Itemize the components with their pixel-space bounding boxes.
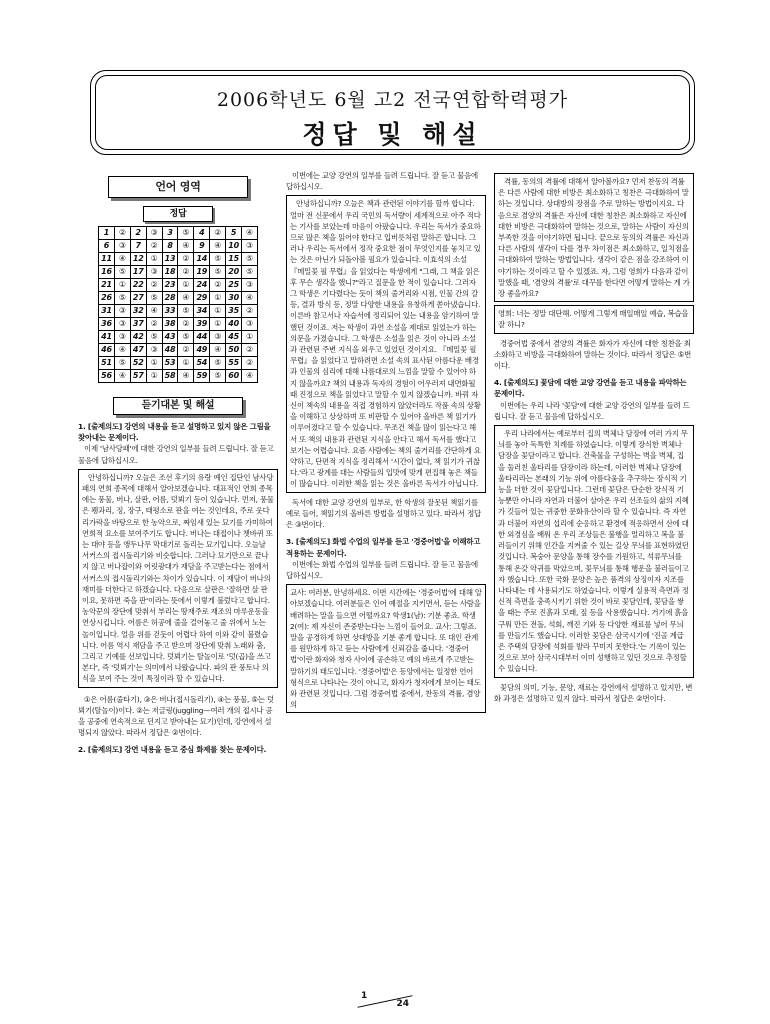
answer-number: 25 xyxy=(226,279,242,292)
answer-choice: ② xyxy=(178,344,194,357)
answer-number: 31 xyxy=(99,305,115,318)
answer-choice: ④ xyxy=(114,253,130,266)
question-1-heading: 1. [출제의도] 강연의 내용을 듣고 설명하고 있지 않은 그림을 찾아내는 문제이다. xyxy=(78,422,271,443)
answer-row xyxy=(99,240,258,253)
answer-choice: ⑤ xyxy=(114,292,130,305)
answer-choice: ② xyxy=(146,318,162,331)
answer-choice: ④ xyxy=(178,240,194,253)
answer-choice: ③ xyxy=(146,344,162,357)
page-current: 1 xyxy=(361,991,368,1001)
answer-number: 14 xyxy=(194,253,210,266)
answer-number: 52 xyxy=(130,357,146,370)
answer-choice: ① xyxy=(146,357,162,370)
answer-number: 4 xyxy=(194,227,210,240)
answer-choice: ④ xyxy=(114,344,130,357)
answer-row xyxy=(99,292,258,305)
answer-number: 20 xyxy=(226,266,242,279)
answer-row xyxy=(99,253,258,266)
answer-number: 5 xyxy=(226,227,242,240)
answer-choice: ④ xyxy=(146,305,162,318)
answer-row xyxy=(99,318,258,331)
answer-choice: ⑤ xyxy=(114,266,130,279)
answer-number: 28 xyxy=(162,292,178,305)
answer-number: 11 xyxy=(99,253,115,266)
answer-choice: ② xyxy=(178,318,194,331)
answer-choice: ⑤ xyxy=(210,357,226,370)
answer-row xyxy=(99,344,258,357)
answer-number: 12 xyxy=(130,253,146,266)
answer-number: 60 xyxy=(226,370,242,383)
page-total: 24 xyxy=(396,999,409,1009)
answer-number: 38 xyxy=(162,318,178,331)
answer-number: 13 xyxy=(162,253,178,266)
answer-choice: ① xyxy=(242,331,258,344)
question-2-script: 안녕하십니까? 오늘은 책과 관련된 이야기를 할까 합니다. 얼마 전 신문에서 우리 국민의 독서량이 세계적으로 아주 적다는 기사를 보았는데 마음이 아팠습니다. 우리는 독서가 중요하므로 많은 책을 읽어야 한다고 입버릇처럼 말하곤 합니다. 그러나 우리는 독서에서 정작 중요한 점이 무엇인지를 놓치고 있는 것은 아닌가 되돌아볼 필요가 있습니다. 이효석의 소설 『메밀꽃 필 무렵』을 읽었다는 학생에게 "그래, 그 책을 읽은 후 무슨 생각을 했니?"라고 질문을 한 적이 있습니다. 그러자 그 학생은 기다렸다는 듯이 책의 줄거리와 시점, 인물 간의 갈등, 결과 방식 등, 정말 다양한 내용을 유창하게 쏟아냈습니다. 이른바 참고서나 자습서에 정리되어 있는 내용을 암기하여 말했던 것이죠. 저는 학생이 과연 소설을 제대로 읽었는가 하는 의문을 가졌습니다. 그 학생은 소설을 읽은 것이 아니라 소설과 관련된 주변 지식을 외우고 있었던 것이지요. 『메밀꽃 필 무렵』을 읽었다고 말하려면 소설 속의 표사된 아름다운 배경과 인물의 심리에 대해 나름대로의 느낌을 말할 수 있어야 하지 않을까요? 책의 내용과 독자의 경험이 어우러져 내면화될 때 진정으로 책을 읽었다고 말할 수 있지 않겠습니까. 바꿔 자신이 책속의 내용을 직접 경험하지 않았더라도 작품 속의 상황을 이해하고 상상하며 또 비판할 수 있어야 올바른 책 읽기가 이루어졌다고 할 수 있습니다. 무조건 책을 많이 읽는다고 해서 또 책의 내용과 관련된 지식을 안다고 해서 독서를 했다고 보기는 어렵습니다. 요즘 사람에는 책의 줄거리를 간단하게 요약하고, 단편적 지식을 정리해서 '시간이 없다, 책 읽기가 귀찮다.'라고 광계를 대는 사람들의 입맛에 맞게 편집해 놓은 책들이 많습니다. 이러한 책을 읽는 것은 올바른 독서가 아닙니다. xyxy=(286,195,486,492)
answer-number: 15 xyxy=(226,253,242,266)
question-4-intro: 이번에는 우리 나라 '꽃담'에 대한 교양 강연의 일부를 들려 드립니다. 잘 듣고 물음에 답하십시오. xyxy=(494,400,690,421)
question-4-explanation: 꽃담의 의미, 기능, 문양, 재료는 강연에서 설명하고 있지만, 변화 과정은 설명하고 있지 않다. 따라서 정답은 ②번이다. xyxy=(494,682,693,703)
question-1-explanation: ①은 어름(줄타기), ③은 버나(접시돌리기), ④는 풍물, ⑤는 덧뵈기(탈놀이)이다. ②는 저글링(juggling—여러 개의 접시나 공을 공중에 연속적으로 던지고 받아내는 묘기)인데, 강연에서 설명되지 않았다. 따라서 정답은 ②번이다. xyxy=(78,694,274,738)
answer-choice: ① xyxy=(210,305,226,318)
answer-number: 23 xyxy=(162,279,178,292)
answer-choice: ③ xyxy=(242,279,258,292)
answer-choice: ⑤ xyxy=(146,292,162,305)
answer-choice: ⑤ xyxy=(210,370,226,383)
answer-number: 19 xyxy=(194,266,210,279)
answer-number: 22 xyxy=(130,279,146,292)
answer-number: 32 xyxy=(130,305,146,318)
answer-choice: ④ xyxy=(210,344,226,357)
answer-choice: ② xyxy=(178,266,194,279)
answer-choice: ① xyxy=(178,357,194,370)
answer-choice: ④ xyxy=(178,292,194,305)
question-1-intro: 이제 '남사당패'에 대한 강연의 일부를 들려 드립니다. 잘 듣고 물음에 답하십시오. xyxy=(78,444,274,465)
answer-choice: ⑤ xyxy=(178,305,194,318)
answer-choice: ③ xyxy=(146,227,162,240)
answer-choice: ② xyxy=(210,227,226,240)
answer-choice: ① xyxy=(210,318,226,331)
answer-number: 9 xyxy=(194,240,210,253)
column-left xyxy=(78,170,278,950)
answer-number: 45 xyxy=(226,331,242,344)
answer-number: 3 xyxy=(162,227,178,240)
answer-number: 34 xyxy=(194,305,210,318)
question-3-intro: 이번에는 화법 수업의 일부를 들려 드립니다. 잘 듣고 물음에 답하십시오. xyxy=(286,559,478,580)
answer-choice: ③ xyxy=(114,305,130,318)
answer-number: 43 xyxy=(162,331,178,344)
answer-number: 35 xyxy=(226,305,242,318)
answer-number: 27 xyxy=(130,292,146,305)
answer-choice: ① xyxy=(114,279,130,292)
answer-choice: ③ xyxy=(114,331,130,344)
answer-choice: ⑤ xyxy=(210,266,226,279)
answer-number: 6 xyxy=(99,240,115,253)
answer-number: 33 xyxy=(162,305,178,318)
answer-number: 56 xyxy=(99,370,115,383)
answer-number: 51 xyxy=(99,357,115,370)
answer-row xyxy=(99,227,258,240)
answer-choice: ⑤ xyxy=(178,227,194,240)
answer-choice: ⑤ xyxy=(242,253,258,266)
answer-choice: ④ xyxy=(210,240,226,253)
page-number xyxy=(355,992,415,1008)
answers-label: 정답 xyxy=(143,206,213,222)
listening-title: 듣기대본 및 해설 xyxy=(113,397,243,415)
question-3-script-continued: 격률, 동의의 격률에 대해서 알아볼까요? 먼저 찬동의 격률은 다른 사람에 대한 비방은 최소화하고 칭찬은 극대화하여 말하는 것입니다. 상대방의 장점을 주로 말하는 방법이지요. 다음으로 겸양의 격률은 자신에 대한 칭찬은 최소화하고 자신에 대한 비방은 극대화하여 말하는 것으로, 말하는 사람이 자신의 부족한 것을 이야기하면 됩니다. 끝으로 동의의 격률은 자신과 다른 사람의 생각이 다를 경우 차이점은 최소화하고, 일치점을 극대화하여 말하는 방법입니다. 생각이 같은 점을 강조하여 이야기하는 것이라고 할 수 있겠죠. 자, 그럼 영희가 다음과 같이 말했을 때, '겸양의 격률'로 대꾸를 한다면 어떻게 말하는 게 가장 좋을까요? xyxy=(494,173,694,302)
answer-number: 53 xyxy=(162,357,178,370)
answer-number: 24 xyxy=(194,279,210,292)
answer-choice: ② xyxy=(146,279,162,292)
answer-number: 37 xyxy=(130,318,146,331)
answer-number: 48 xyxy=(162,344,178,357)
question-3-script: 교사: 여러분, 안녕하세요. 이번 시간에는 '경중어법'에 대해 알아보겠습니다. 여러분들은 인어 예절을 지키면서, 듣는 사람을 배려하는 말을 들으면 어떨까요? 학생1(남): 기분 좋죠. 학생2(여): 제 자신이 존중받는다는 느낌이 들어요. 교사: 그렇죠. 말을 공경하게 하면 상대방을 기분 좋게 합니다. 또 대인 관계를 원만하게 하고 듣는 사람에게 신뢰감을 줍니다. '경중어법'이란 화자와 청자 사이에 공손하고 예의 바르게 주고받는 말하기의 태도입니다. '경중어법'은 동양에서는 일정한 언어 형식으로 나타나는 것이 아니고, 화자가 청자에게 보이는 태도와 관련된 것입니다. 그럼 경중어법 중에서, 찬동의 격률, 겸양의 xyxy=(286,584,486,713)
answer-number: 54 xyxy=(194,357,210,370)
answer-number: 2 xyxy=(130,227,146,240)
answer-number: 30 xyxy=(226,292,242,305)
exam-title: 2006학년도 6월 고2 전국연합학력평가 xyxy=(216,89,569,111)
answer-choice: ① xyxy=(146,370,162,383)
answer-choice: ⑤ xyxy=(146,331,162,344)
answer-number: 36 xyxy=(99,318,115,331)
answer-number: 41 xyxy=(99,331,115,344)
question-3-heading: 3. [출제의도] 화법 수업의 일부를 듣고 '경중어법'을 이해하고 적용하는 문제이다. xyxy=(286,537,481,558)
answer-number: 21 xyxy=(99,279,115,292)
section-title: 언어 영역 xyxy=(108,176,248,198)
answer-choice: ① xyxy=(146,253,162,266)
answer-number: 7 xyxy=(130,240,146,253)
answer-number: 59 xyxy=(194,370,210,383)
answer-choice: ① xyxy=(210,292,226,305)
answer-row xyxy=(99,331,258,344)
answer-choice: ① xyxy=(178,279,194,292)
answer-row xyxy=(99,357,258,370)
answer-choice: ⑤ xyxy=(178,331,194,344)
answer-choice: ③ xyxy=(114,318,130,331)
answer-choice: ③ xyxy=(146,266,162,279)
answer-number: 18 xyxy=(162,266,178,279)
answer-row xyxy=(99,370,258,383)
answer-number: 50 xyxy=(226,344,242,357)
answer-choice: ② xyxy=(146,240,162,253)
question-3-explanation: 경중어법 중에서 겸양의 격률은 화자가 자신에 대한 칭찬을 최소화하고 비방을 극대화하여 말하는 것이다. 따라서 정답은 ⑤번이다. xyxy=(494,338,692,371)
answer-choice: ② xyxy=(242,305,258,318)
question-2-intro: 이번에는 교양 강연의 일부를 들려 드립니다. 잘 듣고 물음에 답하십시오. xyxy=(286,171,478,192)
question-2-heading: 2. [출제의도] 강연 내용을 듣고 중심 화제를 찾는 문제이다. xyxy=(78,745,267,755)
answer-number: 1 xyxy=(99,227,115,240)
answer-choice: ④ xyxy=(242,292,258,305)
answer-number: 55 xyxy=(226,357,242,370)
answer-number: 40 xyxy=(226,318,242,331)
answer-choice: ⑤ xyxy=(114,357,130,370)
answer-choice: ④ xyxy=(178,370,194,383)
answer-number: 58 xyxy=(162,370,178,383)
question-2-explanation: 독서에 대한 교양 강연의 일부로, 한 학생의 잘못된 책읽기를 예로 들어, 책읽기의 올바른 방법을 설명하고 있다. 따라서 정답은 ③번이다. xyxy=(286,497,481,530)
answer-row xyxy=(99,279,258,292)
answer-number: 17 xyxy=(130,266,146,279)
answer-choice: ⑤ xyxy=(242,266,258,279)
answer-number: 42 xyxy=(130,331,146,344)
question-1-script: 안녕하십니까? 오늘은 조선 후기의 유랑 예인 집단인 남사당패의 연희 종목에 대해서 알아보겠습니다. 대표적인 연희 종목에는 풍물, 버나, 살판, 어름, 덧뵈기 등이 있습니다. 먼저, 풍물은 꽹과리, 징, 장구, 태평소로 판을 여는 것인데요, 주로 웃다리가락을 바탕으로 한 농악으로, 짜임새 있는 묘기를 가미하여 연희적 요소를 보여주기도 합니다. 버나는 대접이나 쳇바퀴 또는 대야 등을 앵두나무 막대기로 돌리는 묘기입니다. 오늘날 서커스의 접시돌리기와 비슷합니다. 그러나 묘기만으로 끝나지 않고 버나잡이와 어릿광대가 재담을 주고받는다는 점에서 서커스의 접시돌리기와는 차이가 있습니다. 이 재담이 버나의 재미를 더한다고 하겠습니다. 다음으로 살판은 '잘하면 살 판이요, 못하면 죽을 판'이라는 뜻에서 이렇게 불렀다고 합니다. 농악꾼의 장단에 맞춰서 부리는 땅재주로 재조의 마루운동을 연상시킵니다. 어름은 허공에 줄을 걸어놓고 줄 위에서 노는 놀이입니다. 얼음 위를 걷듯이 어렵다 하여 이와 같이 불렸습니다. 어름 역시 재담을 주고 받으며 장단에 맞춰 노래와 춤, 그리고 기예를 선보입니다. 덧뵈기는 탈놀이로 '덧(곱)을 쓰고 본다', 즉 '덧뵈기'는 의미에서 나왔습니다. 파의 판 풍토나 의식을 보여 주는 것이 특징이라 할 수 있습니다. xyxy=(78,469,278,688)
answer-number: 10 xyxy=(226,240,242,253)
answer-choice: ③ xyxy=(114,240,130,253)
question-4-script: 우리 나라에서는 예로부터 집의 벽체나 담장에 여러 가지 무늬를 놓아 독특한 치례를 하였습니다. 이렇게 장식한 벽체나 담장을 꽃담이라고 합니다. 건축물을 구성하는 벽을 벽체, 집을 둘러친 울타리를 담장이라 하는데, 이러한 벽체나 담장에 울타리라는 본래의 기능 위에 아름다움을 추구하는 장식적 기능을 더한 것이 꽃담입니다. 그런데 꽃담은 단순한 장식적 기능뿐만 아니라 자연과 더불어 살아온 우리 선조들의 삶의 지혜가 깃들어 있는 귀중한 문화유산이라 할 수 있습니다. 즉 자연과 더불어 자연의 섭리에 순응하고 환경에 적응하면서 산에 대한 외경심을 배워 온 우리 조상들은 불행을 멀리하고 복을 불러들이기 위해 인간을 지켜줄 수 있는 길상 무늬를 표현하였던 것입니다. 복숭아 문양을 통해 장수를 기원하고, 석류무늬를 통해 온갖 악귀를 막았으며, 꽃무늬를 통해 행운을 불러들이고자 했습니다. 또한 국화 문양은 높은 품격의 상징이자 지조를 나타내는 데 사용되기도 하였습니다. 이렇게 실용적 측면과 정신적 측면을 충족시키기 위한 것이 바로 꽃담인데, 꽃담을 쌓을 때는 주로 진흙과 모래, 짚 등을 사용했습니다. 거기에 흙을 구워 만든 전돌, 석회, 깨진 기와 등 다양한 재료를 넣어 무늬를 만들기도 했습니다. 이러한 꽃담은 삼국시기에 '진골 계급은 주택의 담장에 석회를 발라 꾸미지 못한다.'는 기록이 있는 것으로 보아 삼국시대부터 이미 성행하고 있던 것으로 추정할 수 있습니다. xyxy=(494,425,694,677)
answer-choice: ④ xyxy=(114,370,130,383)
answer-number: 46 xyxy=(99,344,115,357)
answer-choice: ⑤ xyxy=(210,253,226,266)
answer-row xyxy=(99,305,258,318)
answer-choice: ③ xyxy=(242,240,258,253)
answer-choice: ② xyxy=(210,279,226,292)
exam-subtitle: 정답 및 해설 xyxy=(302,120,483,149)
answer-number: 57 xyxy=(130,370,146,383)
answer-row xyxy=(99,266,258,279)
answer-number: 44 xyxy=(194,331,210,344)
question-3-dialogue: 영희: 너는 정말 대단해. 어떻게 그렇게 매일매일 예습, 복습을 잘 하니? xyxy=(494,305,694,333)
answer-number: 47 xyxy=(130,344,146,357)
answer-choice: ② xyxy=(242,344,258,357)
answer-number: 8 xyxy=(162,240,178,253)
answer-table xyxy=(98,226,258,383)
answer-number: 16 xyxy=(99,266,115,279)
header-frame xyxy=(90,70,695,155)
answer-choice: ② xyxy=(178,253,194,266)
answer-choice: ② xyxy=(242,357,258,370)
answer-number: 29 xyxy=(194,292,210,305)
answer-number: 39 xyxy=(194,318,210,331)
question-4-heading: 4. [출제의도] 꽃담에 대한 교양 강연을 듣고 내용을 파악하는 문제이다. xyxy=(494,378,687,399)
answer-choice: ④ xyxy=(242,227,258,240)
answer-choice: ③ xyxy=(242,318,258,331)
answer-number: 49 xyxy=(194,344,210,357)
column-right xyxy=(494,170,694,950)
answer-number: 26 xyxy=(99,292,115,305)
answer-choice: ② xyxy=(114,227,130,240)
answer-choice: ④ xyxy=(242,370,258,383)
answer-choice: ③ xyxy=(210,331,226,344)
column-middle xyxy=(286,170,486,930)
